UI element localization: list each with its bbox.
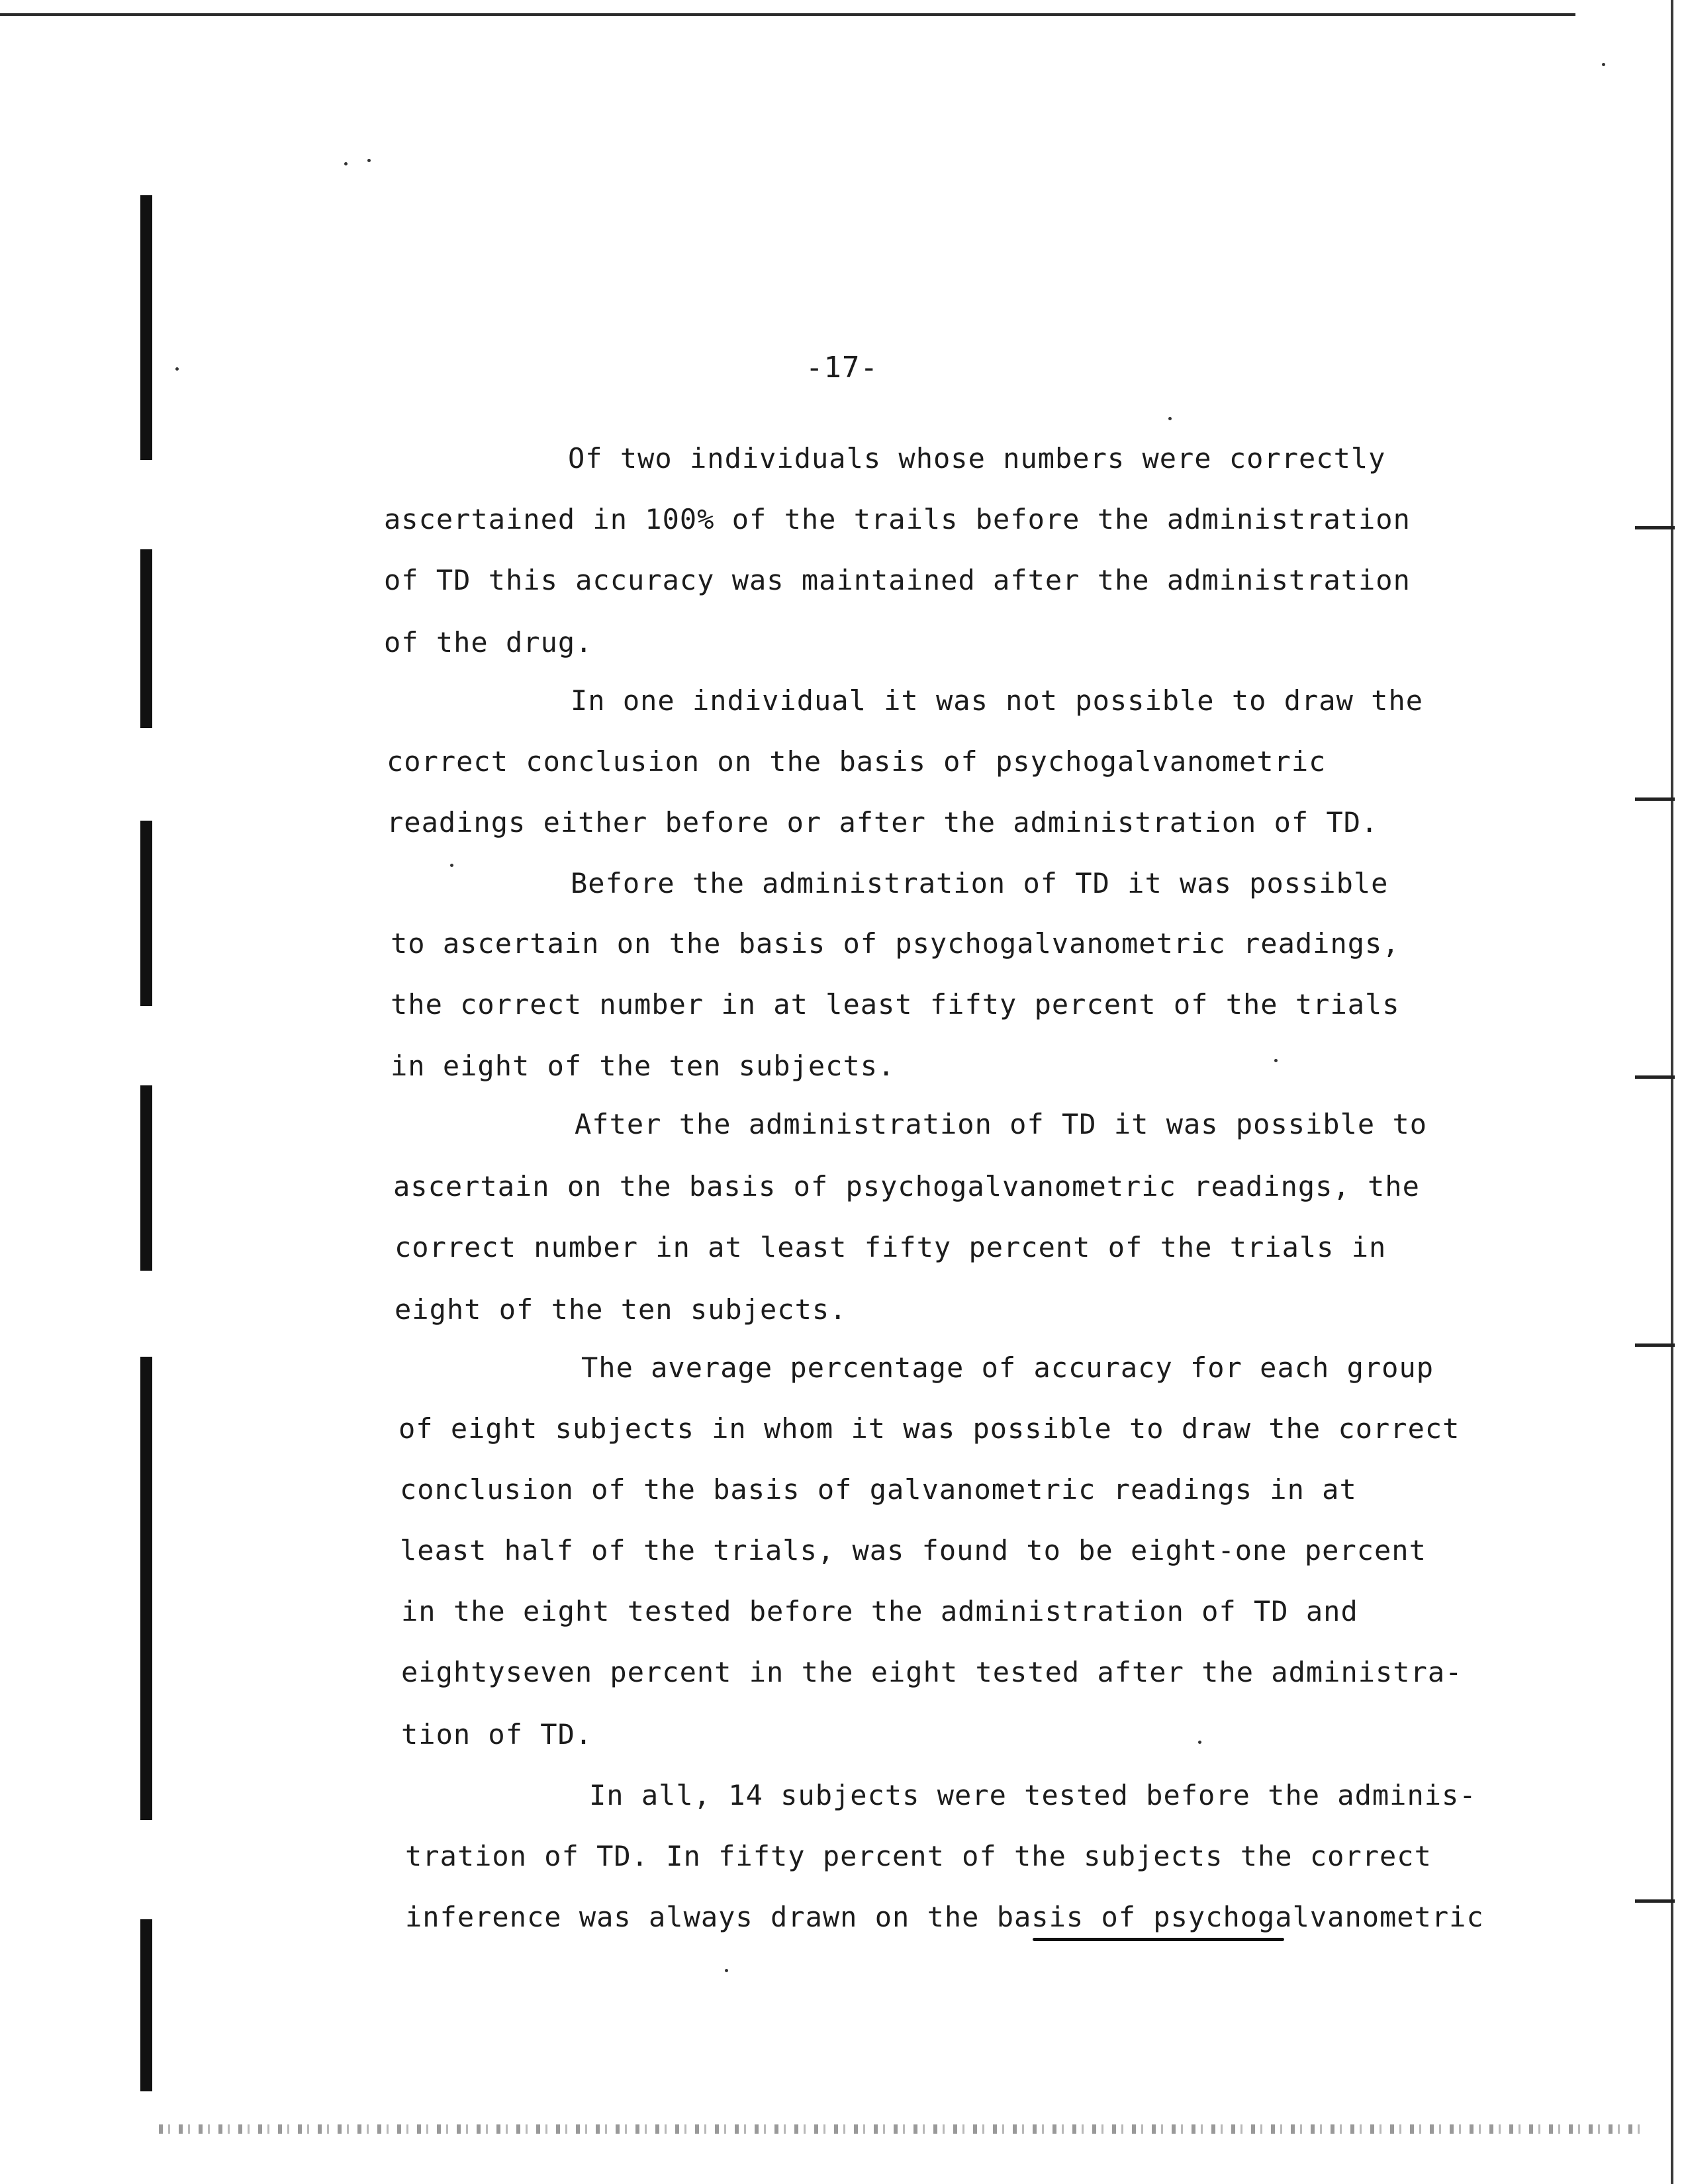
text-line: the correct number in at least fifty percent of the trials	[391, 988, 1400, 1021]
text-line: eightyseven percent in the eight tested after the administra-	[401, 1656, 1463, 1688]
edge-tick	[1635, 1343, 1675, 1347]
binder-mark	[140, 1085, 152, 1271]
text-line: conclusion of the basis of galvanometric readings in at	[400, 1473, 1357, 1506]
text-line: ascertain on the basis of psychogalvanometric readings, the	[393, 1170, 1420, 1203]
text-line: tion of TD.	[401, 1718, 593, 1751]
text-line: After the administration of TD it was possible to	[575, 1108, 1428, 1140]
scan-speck	[367, 159, 371, 162]
binder-mark	[140, 1919, 152, 2091]
binder-mark	[140, 195, 152, 460]
edge-tick	[1635, 1075, 1675, 1079]
scan-speck	[1168, 417, 1172, 420]
text-line: of TD this accuracy was maintained after the administration	[384, 564, 1411, 596]
binder-mark	[140, 1357, 152, 1820]
text-line: Before the administration of TD it was possible	[571, 867, 1389, 899]
text-line: In all, 14 subjects were tested before the adminis-	[589, 1779, 1477, 1811]
scan-noise	[159, 2124, 1648, 2134]
edge-tick	[1635, 797, 1675, 801]
text-line: correct conclusion on the basis of psychogalvanometric	[387, 745, 1327, 778]
binder-mark	[140, 549, 152, 728]
handwritten-underline	[1033, 1938, 1284, 1941]
text-line: readings either before or after the administration of TD.	[387, 806, 1379, 839]
edge-tick	[1635, 1899, 1675, 1903]
text-line: of eight subjects in whom it was possible to draw the correct	[398, 1412, 1460, 1445]
text-line: tration of TD. In fifty percent of the subjects the correct	[405, 1840, 1432, 1872]
scan-speck	[1198, 1741, 1201, 1744]
text-line: of the drug.	[384, 626, 593, 659]
edge-tick	[1635, 526, 1675, 529]
scan-speck	[725, 1969, 728, 1972]
text-line: eight of the ten subjects.	[395, 1293, 847, 1326]
text-line: correct number in at least fifty percent of the trials in	[395, 1231, 1387, 1263]
scan-speck	[175, 367, 179, 371]
scan-speck	[450, 864, 453, 867]
text-line: in the eight tested before the administration of TD and	[401, 1595, 1358, 1627]
binder-mark	[140, 821, 152, 1006]
text-line: in eight of the ten subjects.	[391, 1050, 896, 1082]
text-line: Of two individuals whose numbers were correctly	[568, 442, 1386, 475]
text-line: The average percentage of accuracy for each group	[581, 1351, 1434, 1384]
text-line: least half of the trials, was found to be eight-one percent	[400, 1534, 1427, 1567]
text-line: to ascertain on the basis of psychogalvanometric readings,	[391, 927, 1400, 960]
text-line: ascertained in 100% of the trails before the administration	[384, 503, 1411, 535]
text-line: In one individual it was not possible to draw the	[571, 684, 1424, 717]
top-rule	[0, 13, 1575, 16]
page-number: -17-	[806, 351, 878, 385]
scan-speck	[1274, 1059, 1278, 1062]
scan-speck	[1602, 63, 1605, 66]
scan-speck	[344, 162, 348, 165]
right-page-edge	[1671, 0, 1673, 2184]
text-line: inference was always drawn on the basis of psychogalvanometric	[405, 1901, 1484, 1933]
